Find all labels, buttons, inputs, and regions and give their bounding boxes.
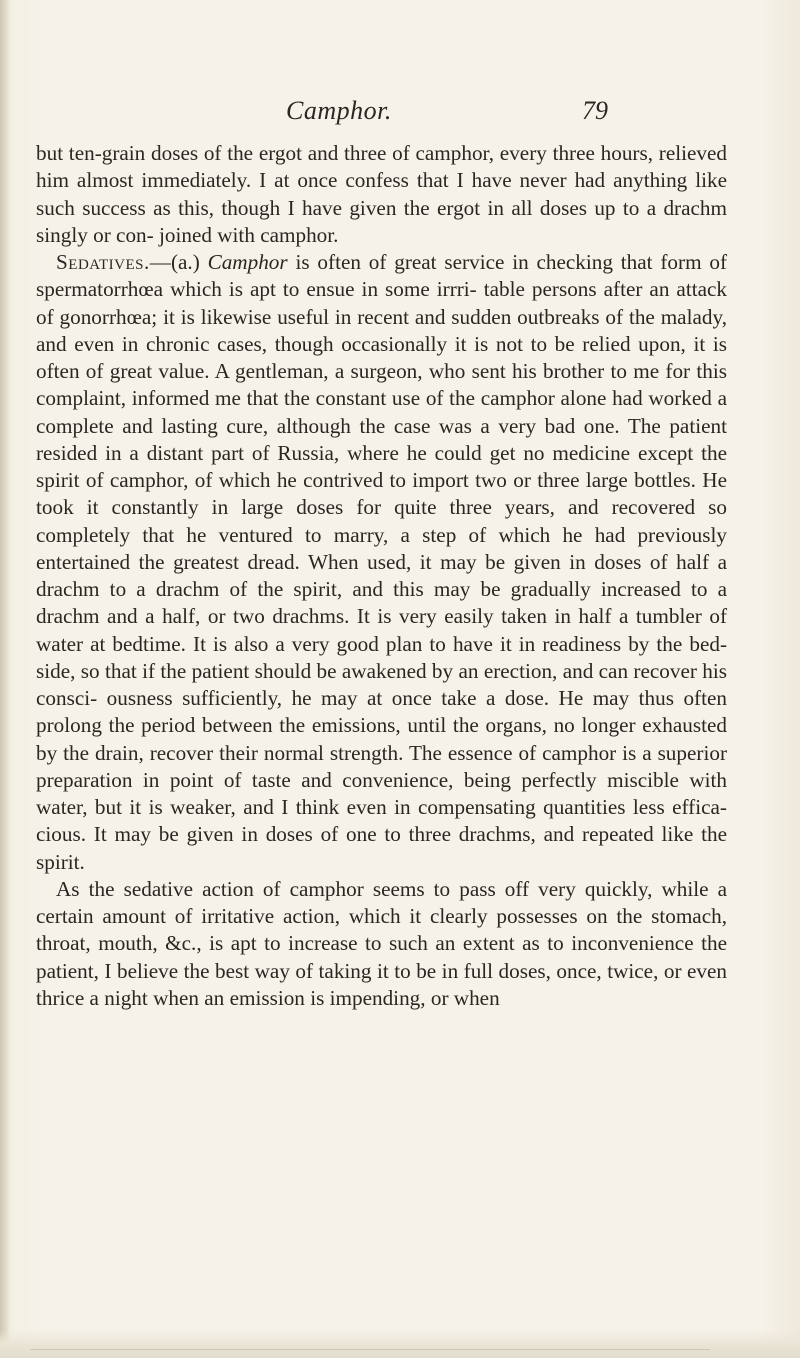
section-heading: Sedatives.: [56, 250, 150, 274]
paragraph-sedatives: [36, 249, 727, 876]
page-edge-line: [30, 1349, 710, 1350]
paragraph-sedative-action: [36, 876, 727, 1012]
paragraph-text: but ten-grain doses of the ergot and three of camphor, every three hours, relieved him almost immediately. I at once confess that I have never had anything like such success as this, though I have given the ergot in all doses up to a drachm singly or con- joined with camphor.: [36, 141, 727, 247]
heading-dash: —: [149, 250, 171, 274]
paragraph-text: As the sedative action of camphor seems to pass off very quickly, while a certain amount of irritative action, which it clearly possesses on the stomach, throat, mouth, &c., is apt to increase to such an extent as to inconvenience the patient, I believe the best way of taking it to be in full doses, once, twice, or even thrice a night when an emission is impending, or when: [36, 876, 727, 1010]
page-bottom-edge: [0, 1330, 800, 1358]
italic-term: Camphor: [207, 250, 288, 274]
paragraph-text: is often of great service in checking that form of spermatorrhœa which is apt to ensue in some irrri- table persons after an attack of gonorrhœa; it is likewise useful in recent and sudden outbreaks of the malady, and even in chronic cases, though occasionally it is not to be relied upon, it is often of great value. A gentleman, a surgeon, who sent his brother to me for this complaint, informed me that the constant use of the camphor alone had worked a complete and lasting cure, although the case was a very bad one. The patient resided in a distant part of Russia, where he could get no medicine except the spirit of camphor, of which he contrived to import two or three large bottles. He took it constantly in large doses for quite three years, and recovered so completely that he ventured to marry, a step of which he had previously entertained the greatest dread. When used, it may be given in doses of half a drachm to a drachm of the spirit, and this may be gradually increased to a drachm and a half, or two drachms. It is very easily taken in half a tumbler of water at bedtime. It is also a very good plan to have it in readiness by the bed-side, so that if the patient should be awakened by an erection, and can recover his consci- ousness sufficiently, he may at once take a dose. He may thus often prolong the period between the emissions, until the organs, no longer exhausted by the drain, recover their normal strength. The essence of camphor is a superior preparation in point of taste and convenience, being perfectly miscible with water, but it is weaker, and I think even in compensating quantities less effica- cious. It may be given in doses of one to three drachms, and repeated like the spirit.: [36, 250, 728, 874]
paragraph-continuation: [36, 140, 727, 249]
gutter-shadow: [0, 0, 10, 1358]
running-head-title: Camphor.: [286, 96, 392, 125]
body-text: [36, 140, 727, 1012]
page-number: 79: [582, 96, 608, 125]
enumeration-label: (a.): [170, 250, 200, 274]
running-head: [0, 96, 800, 136]
